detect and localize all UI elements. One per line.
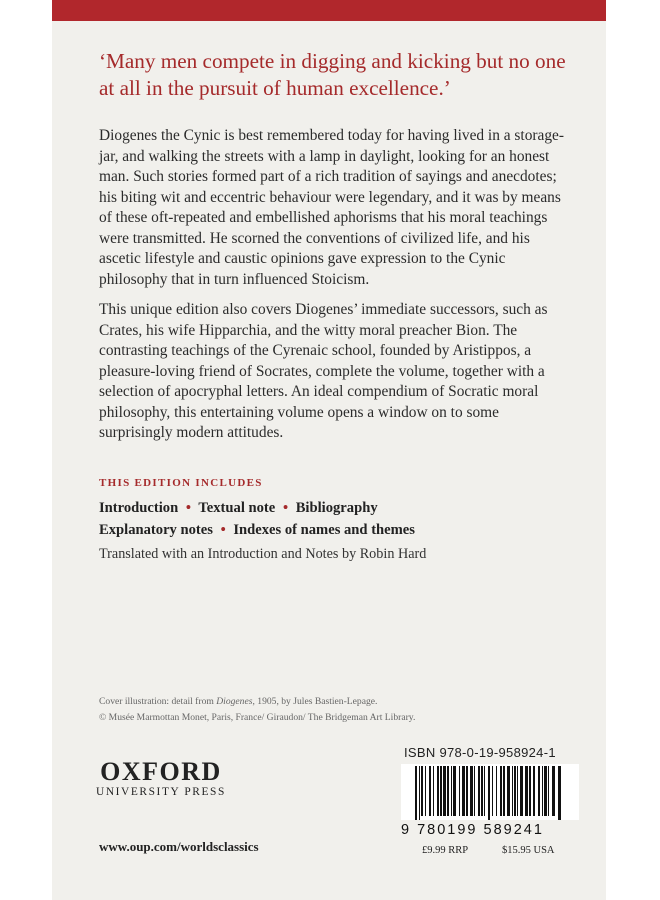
barcode-bar [552, 766, 555, 816]
barcode-bar [507, 766, 510, 816]
include-item-textual-note: Textual note [198, 500, 276, 516]
barcode-bar [492, 766, 493, 816]
back-cover [52, 0, 606, 900]
barcode-bar [451, 766, 452, 816]
barcode-bar [481, 766, 483, 816]
barcode-bar [440, 766, 442, 816]
barcode-bar [496, 766, 497, 816]
barcode [401, 764, 579, 820]
barcode-bar [443, 766, 446, 816]
barcode-bar [517, 766, 518, 816]
barcode-bar [421, 766, 423, 816]
barcode-bar [453, 766, 456, 816]
barcode-bar [542, 766, 543, 816]
barcode-bar [466, 766, 468, 816]
include-item-bibliography: Bibliography [295, 500, 378, 516]
bullet-separator: • [185, 500, 191, 516]
barcode-bar [470, 766, 473, 816]
bullet-separator: • [220, 522, 226, 538]
barcode-bar [525, 766, 528, 816]
barcode-bar [503, 766, 505, 816]
credit-suffix: , 1905, by Jules Bastien-Lepage. [252, 696, 378, 707]
barcode-bar [437, 766, 439, 816]
barcode-bar [544, 766, 547, 816]
oxford-logo [96, 758, 226, 798]
edition-includes-list [99, 497, 415, 541]
includes-row-2 [99, 519, 415, 541]
barcode-digits: 9 780199 589241 [401, 822, 544, 838]
barcode-bar [484, 766, 485, 816]
include-item-explanatory-notes: Explanatory notes [99, 522, 213, 538]
barcode-bar [447, 766, 449, 816]
publisher-press: UNIVERSITY PRESS [96, 786, 226, 798]
top-red-band [52, 0, 606, 21]
barcode-bar [514, 766, 516, 816]
credit-artwork-title: Diogenes [216, 696, 253, 707]
price-gbp: £9.99 RRP [422, 845, 469, 856]
barcode-bar [529, 766, 531, 816]
barcode-bar [429, 766, 431, 816]
edition-includes-heading: THIS EDITION INCLUDES [99, 477, 263, 489]
cover-illustration-credits [99, 694, 415, 726]
barcode-bars [401, 764, 579, 820]
barcode-bar [500, 766, 502, 816]
credit-line-1 [99, 694, 415, 710]
barcode-bar [520, 766, 523, 816]
barcode-bar [538, 766, 540, 816]
barcode-bar [425, 766, 426, 816]
credit-line-2: © Musée Marmottan Monet, Paris, France/ Giraudon/ The Bridgeman Art Library. [99, 712, 416, 723]
include-item-introduction: Introduction [99, 500, 179, 516]
barcode-bar [419, 766, 420, 820]
barcode-bar [415, 766, 417, 820]
price-usd: $15.95 USA [502, 845, 555, 856]
barcode-bar [462, 766, 465, 816]
pull-quote: ‘Many men compete in digging and kicking but no one at all in the pursuit of human excellence.’ [99, 49, 566, 100]
include-item-indexes: Indexes of names and themes [233, 522, 415, 538]
isbn-label: ISBN 978-0-19-958924-1 [404, 745, 556, 760]
bullet-separator: • [282, 500, 289, 516]
barcode-bar [474, 766, 475, 816]
barcode-bar [548, 766, 549, 816]
barcode-bar [533, 766, 535, 816]
translator-credit: Translated with an Introduction and Notes by Robin Hard [99, 546, 427, 562]
barcode-bar [558, 766, 561, 820]
barcode-bar [459, 766, 460, 816]
barcode-bar [433, 766, 434, 816]
description-paragraph-1: Diogenes the Cynic is best remembered today for having lived in a storage-jar, and walking the streets with a lamp in daylight, looking for an honest man. Such stories formed part of a rich tradition of sayings and anecdotes; his biting wit and eccentric behaviour were legendary, and it was by means of these oft-repeated and embellished aphorisms that his moral teachings were transmitted. He scorned the conventions of civilized life, and his ascetic lifestyle and caustic opinions gave expression to the Cynic philosophy that in turn influenced Stoicism. [99, 127, 565, 288]
publisher-name: OXFORD [100, 757, 222, 786]
publisher-url: www.oup.com/worldsclassics [99, 839, 259, 854]
credit-prefix: Cover illustration: detail from [99, 696, 217, 707]
barcode-bar [478, 766, 480, 816]
barcode-bar [488, 766, 490, 820]
description-paragraph-2: This unique edition also covers Diogenes’ immediate successors, such as Crates, his wife Hipparchia, and the witty moral preacher Bion. The contrasting teachings of the Cyrenaic school, founded by Aristippos, a pleasure-loving friend of Socrates, complete the volume, together with a selection of apocryphal letters. An ideal compendium of Socratic moral philosophy, this entertaining volume opens a window on to some surprisingly modern attitudes. [99, 301, 548, 441]
includes-row-1 [99, 497, 415, 519]
barcode-bar [512, 766, 513, 816]
